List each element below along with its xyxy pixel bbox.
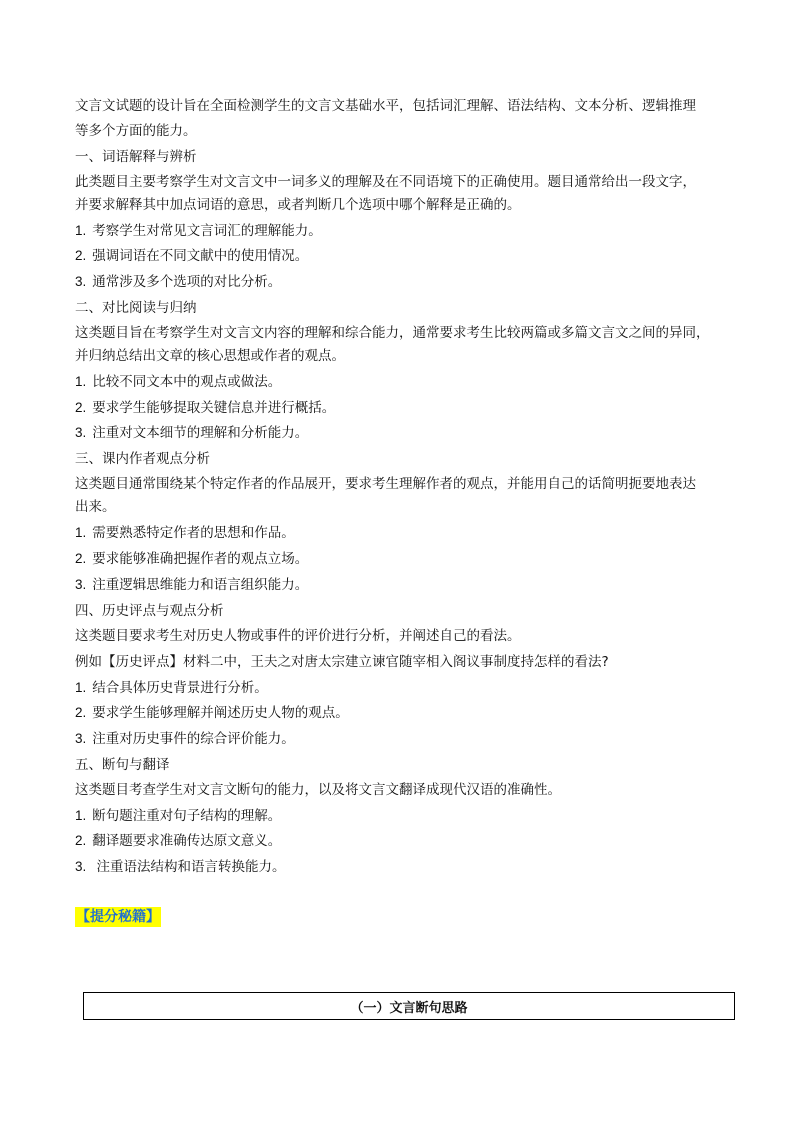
list-item-number: 3. [75,274,87,289]
section-desc-3-2: 出来。 [75,499,116,515]
list-item-number: 3. [75,425,87,440]
section-heading-4: 四、历史评点与观点分析 [75,603,224,619]
section-desc-2-2: 并归纳总结出文章的核心思想或作者的观点。 [75,348,345,364]
list-item [75,832,281,850]
list-item-text: 通常涉及多个选项的对比分析。 [92,274,282,290]
section-heading-5: 五、断句与翻译 [75,757,170,773]
list-item-text: 要求学生能够提取关键信息并进行概括。 [92,400,336,416]
section-desc-1-2: 并要求解释其中加点词语的意思，或者判断几个选项中哪个解释是正确的。 [75,197,521,213]
section-desc-1-1: 此类题目主要考察学生对文言文中一词多义的理解及在不同语境下的正确使用。题目通常给出一段文字， [75,174,696,190]
section-desc-5-1: 这类题目考查学生对文言文断句的能力，以及将文言文翻译成现代汉语的准确性。 [75,782,561,798]
list-item-number: 1. [75,374,87,389]
section-heading-1: 一、词语解释与辨析 [75,149,197,165]
list-item-number: 2. [75,705,87,720]
section-desc-4-2: 例如【历史评点】材料二中，王夫之对唐太宗建立谏官随宰相入阁议事制度持怎样的看法? [75,654,609,670]
section-heading-2: 二、对比阅读与归纳 [75,300,197,316]
list-item [75,524,295,542]
list-item-number: 1. [75,223,87,238]
list-item-text: 注重对历史事件的综合评价能力。 [92,731,295,747]
list-item-text: 考察学生对常见文言词汇的理解能力。 [92,223,322,239]
list-item [75,222,322,240]
list-item [75,730,295,748]
list-item-text: 强调词语在不同文献中的使用情况。 [92,248,309,264]
list-item-number: 3. [75,731,87,746]
list-item-text: 结合具体历史背景进行分析。 [92,680,268,696]
list-item-text: 注重语法结构和语言转换能力。 [92,859,286,875]
tips-label: 【提分秘籍】 [76,909,160,925]
list-item-number: 1. [75,808,87,823]
list-item-text: 注重逻辑思维能力和语言组织能力。 [92,577,309,593]
list-item [75,679,268,697]
list-item-text: 需要熟悉特定作者的思想和作品。 [92,525,295,541]
list-item [75,858,286,876]
list-item-text: 比较不同文本中的观点或做法。 [92,374,282,390]
list-item-text: 断句题注重对句子结构的理解。 [92,808,282,824]
list-item-number: 2. [75,400,87,415]
list-item [75,550,308,568]
intro-line-1: 文言文试题的设计旨在全面检测学生的文言文基础水平，包括词汇理解、语法结构、文本分析、逻辑推理 [75,98,696,114]
box-title-text: （一）文言断句思路 [350,1000,468,1016]
section-desc-3-1: 这类题目通常围绕某个特定作者的作品展开，要求考生理解作者的观点，并能用自己的话简明扼要地表达 [75,476,696,492]
list-item [75,704,349,722]
list-item [75,424,308,442]
list-item-number: 1. [75,525,87,540]
section-desc-2-1: 这类题目旨在考察学生对文言文内容的理解和综合能力，通常要求考生比较两篇或多篇文言文之间的异同， [75,325,710,341]
list-item [75,807,281,825]
list-item [75,373,281,391]
section-box-title [83,992,735,1020]
list-item-number: 3. [75,859,87,874]
list-item-number: 1. [75,680,87,695]
section-heading-3: 三、课内作者观点分析 [75,451,210,467]
list-item-text: 要求学生能够理解并阐述历史人物的观点。 [92,705,349,721]
list-item [75,399,335,417]
list-item-number: 2. [75,833,87,848]
list-item-number: 3. [75,577,87,592]
list-item-number: 2. [75,248,87,263]
list-item-text: 翻译题要求准确传达原文意义。 [92,833,282,849]
list-item [75,576,308,594]
list-item-number: 2. [75,551,87,566]
list-item-text: 要求能够准确把握作者的观点立场。 [92,551,309,567]
list-item [75,247,308,265]
list-item-text: 注重对文本细节的理解和分析能力。 [92,425,309,441]
section-desc-4-1: 这类题目要求考生对历史人物或事件的评价进行分析，并阐述自己的看法。 [75,628,521,644]
intro-line-2: 等多个方面的能力。 [75,123,197,139]
list-item [75,273,281,291]
